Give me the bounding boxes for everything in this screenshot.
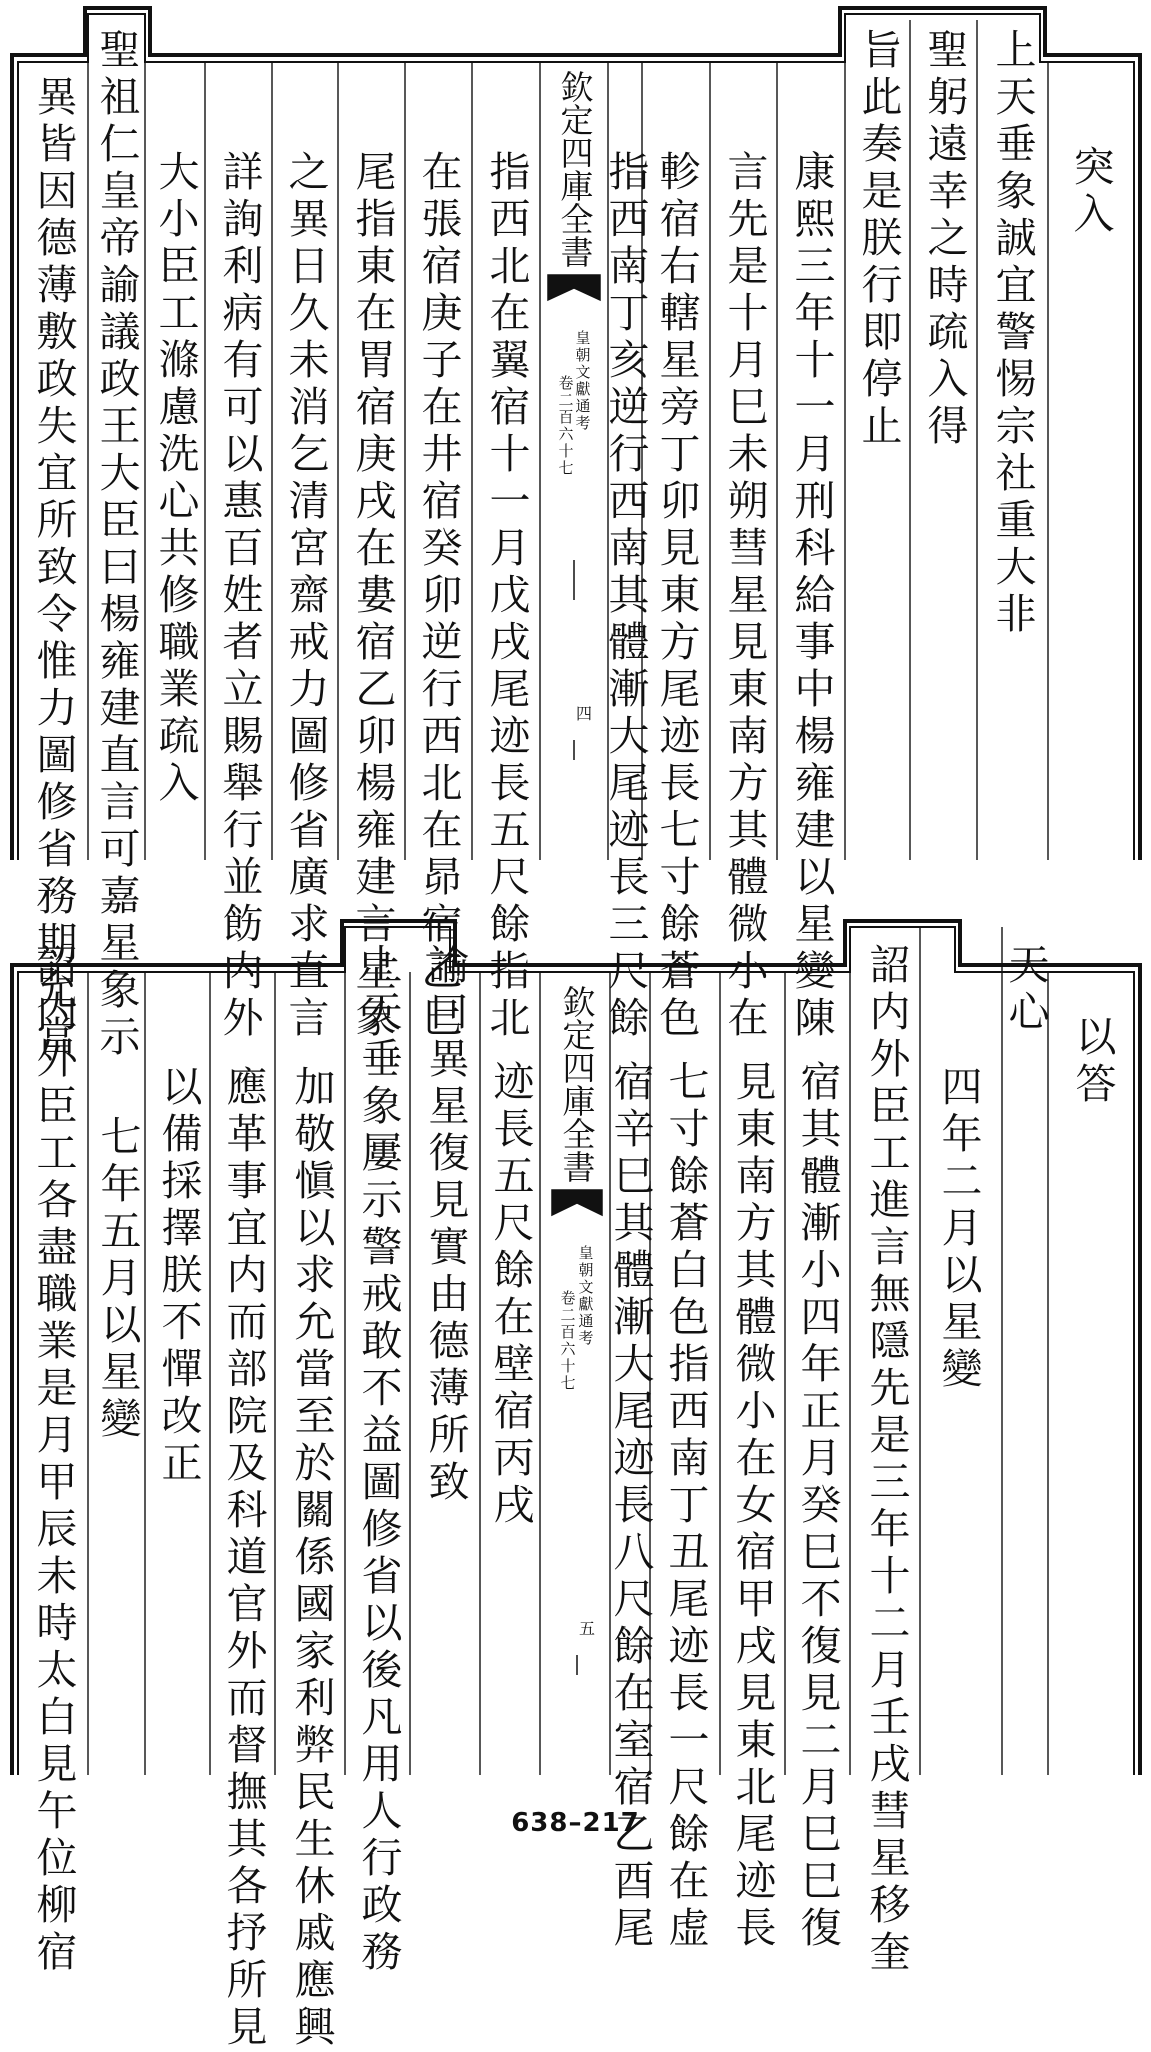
text-column: 旨此奏是朕行即停止 xyxy=(854,28,903,451)
text-column: 聖躬遠幸之時疏入得 xyxy=(920,28,969,451)
volume-label: 卷二百六十七 xyxy=(556,375,575,477)
text-column: 天心 xyxy=(1001,943,1050,1037)
text-column: 七寸餘蒼白色指西南丁丑尾迹長一尺餘在虚 xyxy=(661,1060,710,1953)
text-column: 聖祖仁皇帝諭議政王大臣曰楊雍建直言可嘉星象示 xyxy=(92,28,141,1062)
text-column: 詔内外臣工進言無隱先是三年十二月壬戌彗星移奎 xyxy=(862,943,911,1977)
book-title: 欽定四庫全書 xyxy=(555,70,595,268)
text-column: 見東南方其體微小在女宿甲戌見東北尾迹長 xyxy=(728,1060,777,1953)
fold-page-number: 五 xyxy=(576,1620,596,1636)
text-column: 大小臣工滌慮洗心共修職業疏入 xyxy=(151,150,200,808)
book-title: 欽定四庫全書 xyxy=(557,985,597,1183)
text-column: 七年五月以星變 xyxy=(93,1115,142,1444)
text-column: 迹長五尺餘在壁宿丙戌 xyxy=(486,1060,535,1530)
text-column: 宿辛巳其體漸大尾迹長八尺餘在室宿乙酉尾 xyxy=(606,1060,655,1953)
text-column: 以答 xyxy=(1068,1015,1117,1109)
text-column: 康熙三年十一月刑科給事中楊雍建以星變陳 xyxy=(787,150,836,1043)
text-column: 尾指東在胃宿庚戌在婁宿乙卯楊雍建言星象 xyxy=(348,150,397,1043)
text-column: 宿其體漸小四年正月癸巳不復見二月巳巳復 xyxy=(793,1060,842,1953)
page-reference: 638–217 xyxy=(511,1808,640,1838)
text-column: 諭曰異星復見實由德薄所致 xyxy=(421,943,470,1507)
text-column: 詳詢利病有可以惠百姓者立賜舉行並飭内外 xyxy=(215,150,264,1043)
fold-label: 皇朝文獻通考 xyxy=(576,1245,595,1347)
fold-label: 皇朝文獻通考 xyxy=(573,330,592,432)
text-column: 之異日久未消乞清宮齋戒力圖修省廣求直言 xyxy=(281,150,330,1043)
text-column: 言先是十月巳未朔彗星見東南方其體微小在 xyxy=(720,150,769,1043)
text-column: 軫宿右轄星旁丁卯見東方尾迹長七寸餘蒼色 xyxy=(652,150,701,1043)
text-column: 上天垂象屢示警戒敢不益圖修省以後凡用人行政務 xyxy=(354,943,403,1977)
text-column: 四年二月以星變 xyxy=(934,1065,983,1394)
text-column: 指西北在翼宿十一月戊戌尾迹長五尺餘指北 xyxy=(482,150,531,1043)
text-column: 應革事宜内而部院及科道官外而督撫其各抒所見 xyxy=(219,1065,268,2052)
text-column: 指西南丁亥逆行西南其體漸大尾迹長三尺餘 xyxy=(601,150,650,1043)
volume-label: 卷二百六十七 xyxy=(558,1290,577,1392)
text-column: 加敬愼以求允當至於關係國家利弊民生休戚應興 xyxy=(287,1065,336,2052)
text-column: 上天垂象誠宜警惕宗社重大非 xyxy=(988,28,1037,639)
text-column: 以備採擇朕不憚改正 xyxy=(154,1065,203,1488)
text-column: 在張宿庚子在井宿癸卯逆行西北在昴宿乙巳 xyxy=(414,150,463,1043)
text-column: 詔内外臣工各盡職業是月甲辰未時太白見午位柳宿 xyxy=(29,943,78,1977)
text-column: 突入 xyxy=(1066,145,1115,239)
fold-page-number: 四 xyxy=(573,705,593,721)
text-column: 異皆因德薄敷政失宜所致令惟力圖修省務期允當 xyxy=(29,75,78,1062)
